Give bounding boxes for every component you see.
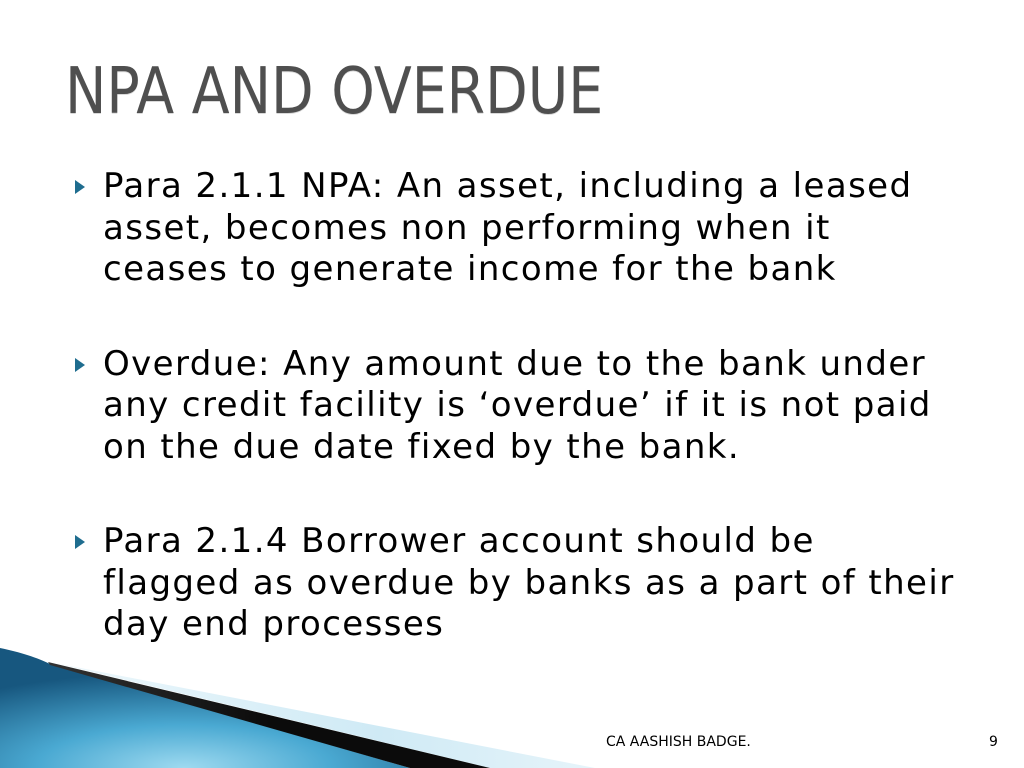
bullet-text-line: Overdue: Any amount due to the bank under [103, 343, 927, 384]
bullet-list [103, 166, 1003, 646]
slide-corner-decoration [0, 640, 620, 768]
bullet-text-line: day end processes [103, 604, 445, 644]
bullet-arrow-icon [75, 535, 85, 549]
bullet-text-line: Para 2.1.1 NPA: An asset, including a leased [103, 166, 913, 206]
slide-page-number: 9 [989, 734, 998, 750]
bullet-item [103, 521, 1003, 646]
bullet-text-line: flagged as overdue by banks as a part of their [103, 562, 955, 603]
bullet-arrow-icon [75, 358, 85, 372]
bullet-arrow-icon [75, 180, 85, 194]
slide-footer-author: CA AASHISH BADGE. [606, 734, 751, 750]
bullet-text-line: asset, becomes non performing when it [103, 207, 831, 248]
bullet-text-line: ceases to generate income for the bank [103, 249, 837, 289]
bullet-item [103, 166, 1003, 291]
bullet-text-line: Para 2.1.4 Borrower account should be [103, 521, 815, 561]
bullet-text-line: on the due date fixed by the bank. [103, 426, 741, 467]
bullet-item [103, 344, 1003, 469]
slide-title: NPA AND OVERDUE [65, 55, 604, 129]
bullet-text-line: any credit facility is ‘overdue’ if it is not paid [103, 385, 932, 425]
